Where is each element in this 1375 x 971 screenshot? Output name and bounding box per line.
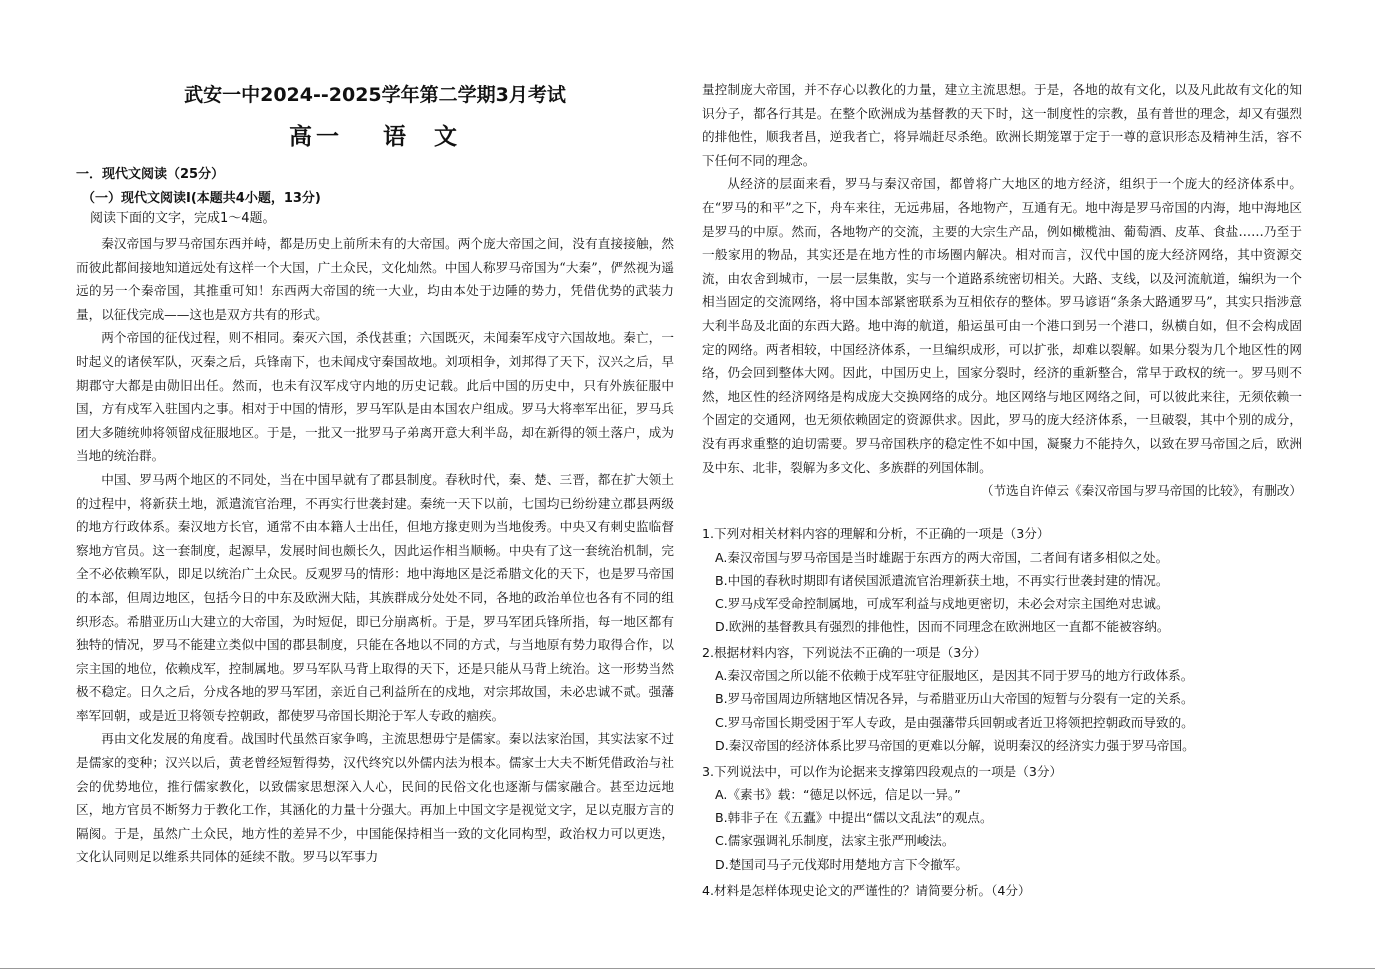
passage-left xyxy=(76,232,674,869)
section-subheading: （一）现代文阅读Ⅰ(本题共4小题，13分) xyxy=(82,191,321,206)
question-stem: 1.下列对相关材料内容的理解和分析，不正确的一项是（3分） xyxy=(702,526,1050,541)
passage-paragraph: 两个帝国的征伐过程，则不相同。秦灭六国，杀伐甚重；六国既灭，未闻秦军戍守六国故地。秦亡，一时起义的诸侯军队，灭秦之后，兵锋南下，也未闻戍守秦国故地。刘项相争，刘邦得了天下，汉兴之后，早期郡守大都是由勋旧出任。然而，也未有汉军戍守内地的历史记载。此后中国的历史中，只有外族征服中国，方有戍军入驻国内之事。相对于中国的情形，罗马军队是由本国农户组成。罗马大将率军出征，罗马兵团大多随统帅将领留戍征服地区。于是，一批又一批罗马子弟离开意大利半岛，却在新得的领土落户，成为当地的统治群。 xyxy=(76,330,674,464)
option-c: C.罗马帝国长期受困于军人专政，是由强藩带兵回朝或者近卫将领把控朝政而导致的。 xyxy=(715,714,1194,730)
option-d: D.欧洲的基督教具有强烈的排他性，因而不同理念在欧洲地区一直都不能被容纳。 xyxy=(715,618,1170,634)
option-b: B.中国的春秋时期即有诸侯国派遣流官治理新获土地，不再实行世袭封建的情况。 xyxy=(715,572,1169,588)
grade-label: 高一 xyxy=(288,124,343,150)
option-c: C.儒家强调礼乐制度，法家主张严刑峻法。 xyxy=(715,833,955,849)
passage-right xyxy=(702,78,1302,503)
option-c: C.罗马戍军受命控制属地，可成军利益与戍地更密切，未必会对宗主国绝对忠诚。 xyxy=(715,595,1169,611)
passage-paragraph: 再由文化发展的角度看。战国时代虽然百家争鸣，主流思想毋宁是儒家。秦以法家治国，其实法家不过是儒家的变种；汉兴以后，黄老曾经短暂得势，汉代终究以外儒内法为根本。儒家士大夫不断凭借政治与社会的优势地位，推行儒家教化，以致儒家思想深入人心，民间的民俗文化也逐渐与儒家融合。甚至边远地区，地方官员不断努力于教化工作，其涵化的力量十分强大。再加上中国文字是视觉文字，足以克服方言的隔阂。于是，虽然广土众民，地方性的差异不少，中国能保持相当一致的文化同构型，政治权力可以更迭，文化认同则足以维系共同体的延续不散。罗马以军事力 xyxy=(76,731,674,865)
question-stem: 3.下列说法中，可以作为论据来支撑第四段观点的一项是（3分） xyxy=(702,763,1063,779)
question-stem: 2.根据材料内容，下列说法不正确的一项是（3分） xyxy=(702,644,987,660)
subject-label: 语 文 xyxy=(382,124,461,150)
option-b: B.韩非子在《五蠹》中提出“儒以文乱法”的观点。 xyxy=(715,810,993,826)
option-a: A.秦汉帝国之所以能不依赖于戍军驻守征服地区，是因其不同于罗马的地方行政体系。 xyxy=(715,668,1194,684)
passage-paragraph: 从经济的层面来看，罗马与秦汉帝国，都曾将广大地区的地方经济，组织于一个庞大的经济体系中。在“罗马的和平”之下，舟车来往，无远弗届，各地物产，互通有无。地中海是罗马帝国的内海，地中海地区是罗马的中原。然而，各地物产的交流，主要的大宗生产品，例如橄榄油、葡萄酒、皮革、食盐……乃至于一般家用的物品，其实还是在地方性的市场圈内解决。相对而言，汉代中国的庞大经济网络，其中资源交流，由农舍到城市，一层一层集散，实与一个道路系统密切相关。大路、支线，以及河流航道，编织为一个相当固定的交流网络，将中国本部紧密联系为互相依存的整体。罗马谚语“条条大路通罗马”，其实只指涉意大利半岛及北面的东西大路。地中海的航道，船运虽可由一个港口到另一个港口，纵横自如，但不会构成固定的网络。两者相较，中国经济体系，一旦编织成形，可以扩张，却难以裂解。如果分裂为几个地区性的网络，仍会回到整体大网。因此，中国历史上，国家分裂时，经济的重新整合，常早于政权的统一。罗马则不然，地区性的经济网络是构成庞大交换网络的成分。地区网络与地区网络之间，可以彼此来往，无须依赖一个固定的交通网，也无须依赖固定的资源供求。因此，罗马的庞大经济体系，一旦破裂，其中个别的成分，没有再求重整的迫切需要。罗马帝国秩序的稳定性不如中国，凝聚力不能持久，以致在罗马帝国之后，欧洲及中东、北非，裂解为多文化、多族群的列国体制。 xyxy=(702,176,1302,475)
option-a: A.秦汉帝国与罗马帝国是当时雄踞于东西方的两大帝国，二者间有诸多相似之处。 xyxy=(715,549,1169,565)
question-list xyxy=(702,522,1302,902)
option-b: B.罗马帝国周边所辖地区情况各异，与希腊亚历山大帝国的短暂与分裂有一定的关系。 xyxy=(715,691,1194,707)
passage-paragraph: 秦汉帝国与罗马帝国东西并峙，都是历史上前所未有的大帝国。两个庞大帝国之间，没有直接接触，然而彼此都间接地知道远处有这样一个大国，广土众民，文化灿然。中国人称罗马帝国为“大秦”，俨然视为遥远的另一个秦帝国，其推重可知！东西两大帝国的统一大业，均由本处于边陲的势力，凭借优势的武装力量，以征伐完成——这也是双方共有的形式。 xyxy=(76,236,674,322)
exam-title: 武安一中2024--2025学年第二学期3月考试 xyxy=(184,84,566,106)
question-2 xyxy=(702,641,1302,757)
page-bottom-border xyxy=(0,968,1375,969)
question-stem: 4.材料是怎样体现史论文的严谨性的？请简要分析。（4分） xyxy=(702,882,1031,898)
option-d: D.秦汉帝国的经济体系比罗马帝国的更难以分解，说明秦汉的经济实力强于罗马帝国。 xyxy=(715,737,1195,753)
question-4 xyxy=(702,879,1302,903)
section-heading: 一．现代文阅读（25分） xyxy=(76,167,225,182)
question-3 xyxy=(702,760,1302,876)
passage-source: （节选自许倬云《秦汉帝国与罗马帝国的比较》，有删改） xyxy=(980,483,1302,499)
question-1 xyxy=(702,522,1302,638)
exam-subtitle xyxy=(76,118,674,151)
option-a: A.《素书》载：“德足以怀远，信足以一异。” xyxy=(715,787,961,803)
option-d: D.楚国司马子元伐郑时用楚地方言下令撤军。 xyxy=(715,856,968,872)
passage-paragraph: 中国、罗马两个地区的不同处，当在中国早就有了郡县制度。春秋时代，秦、楚、三晋，都在扩大领土的过程中，将新获土地，派遣流官治理，不再实行世袭封建。秦统一天下以前，七国均已纷纷建立郡县两级的地方行政体系。秦汉地方长官，通常不由本籍人士出任，但地方掾吏则为当地俊秀。中央又有刺史监临督察地方官员。这一套制度，起源早，发展时间也颇长久，因此运作相当顺畅。中央有了这一套统治机制，完全不必依赖军队，即足以统治广土众民。反观罗马的情形：地中海地区是泛希腊文化的天下，也是罗马帝国的本部，但周边地区，包括今日的中东及欧洲大陆，其族群成分处处不同，各地的政治单位也各有不同的组织形态。希腊亚历山大建立的大帝国，为时短促，即已分崩离析。于是，罗马军团兵锋所指，每一地区都有独特的情况，罗马不能建立类似中国的郡县制度，只能在各地以不同的方式，与当地原有势力取得合作，以宗主国的地位，依赖戍军，控制属地。罗马军队马背上取得的天下，还是只能从马背上统治。这一形势当然极不稳定。日久之后，分戍各地的罗马军团，亲近自己利益所在的戍地，对宗邦故国，未必忠诚不贰。强藩率军回朝，或是近卫将领专控朝政，都使罗马帝国长期沦于军人专政的痼疾。 xyxy=(76,471,674,723)
passage-paragraph: 量控制庞大帝国，并不存心以教化的力量，建立主流思想。于是，各地的故有文化，以及凡此故有文化的知识分子，都各行其是。在整个欧洲成为基督教的天下时，这一制度性的宗教，虽有普世的理念，却又有强烈的排他性，顺我者昌，逆我者亡，将异端赶尽杀绝。欧洲长期笼罩于定于一尊的意识形态及精神生活，容不下任何不同的理念。 xyxy=(702,82,1302,168)
reading-instruction: 阅读下面的文字，完成1～4题。 xyxy=(90,211,276,226)
